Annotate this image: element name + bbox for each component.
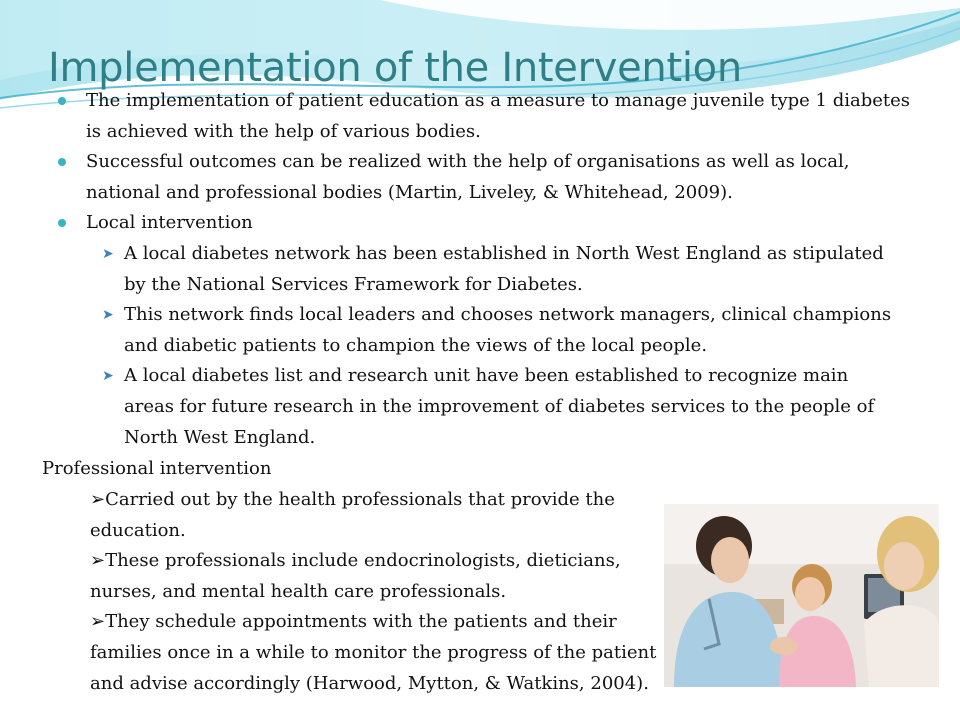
professional-intervention-list <box>90 485 665 699</box>
professional-intervention-heading: Professional intervention <box>42 458 272 479</box>
professional-item: ➢Carried out by the health professionals that provide the education. <box>90 489 615 541</box>
main-bullet-list <box>58 86 918 453</box>
sub-bullet-item <box>86 300 918 361</box>
professional-item: ➢These professionals include endocrinologists, dieticians, nurses, and mental health care professionals. <box>90 550 621 602</box>
sub-bullet-text: A local diabetes network has been established in North West England as stipulated by the National Services Framework for Diabetes. <box>124 242 884 295</box>
professional-item: ➢They schedule appointments with the patients and their families once in a while to monitor the progress of the patient and advise accordingly (Harwood, Mytton, & Watkins, 2004). <box>90 611 657 694</box>
bullet-dot-icon <box>58 158 66 166</box>
nurse-with-child-photo <box>664 504 939 687</box>
bullet-text: Local intervention <box>86 212 253 234</box>
bullet-dot-icon <box>58 97 66 105</box>
bullet-item <box>58 208 918 453</box>
slide-title: Implementation of the Intervention <box>48 45 742 91</box>
sub-bullet-item <box>86 361 918 453</box>
bullet-item <box>58 147 918 208</box>
sub-bullet-item <box>86 239 918 300</box>
local-intervention-sublist <box>86 239 918 453</box>
sub-bullet-text: This network finds local leaders and chooses network managers, clinical champions and diabetic patients to champion the views of the local people. <box>124 304 892 356</box>
bullet-dot-icon <box>58 219 66 227</box>
bullet-text: Successful outcomes can be realized with the help of organisations as well as local, national and professional bodies (Martin, Liveley, & Whitehead, 2009). <box>86 151 850 203</box>
sub-bullet-text: A local diabetes list and research unit have been established to recognize main areas for future research in the improvement of diabetes services to the people of North West England. <box>124 365 875 448</box>
arrow-bullet-icon: ➤ <box>102 245 114 262</box>
arrow-bullet-icon: ➤ <box>102 368 114 385</box>
arrow-bullet-icon: ➤ <box>102 307 114 324</box>
bullet-text: The implementation of patient education as a measure to manage juvenile type 1 diabetes is achieved with the help of various bodies. <box>86 90 911 142</box>
bullet-item <box>58 86 918 147</box>
